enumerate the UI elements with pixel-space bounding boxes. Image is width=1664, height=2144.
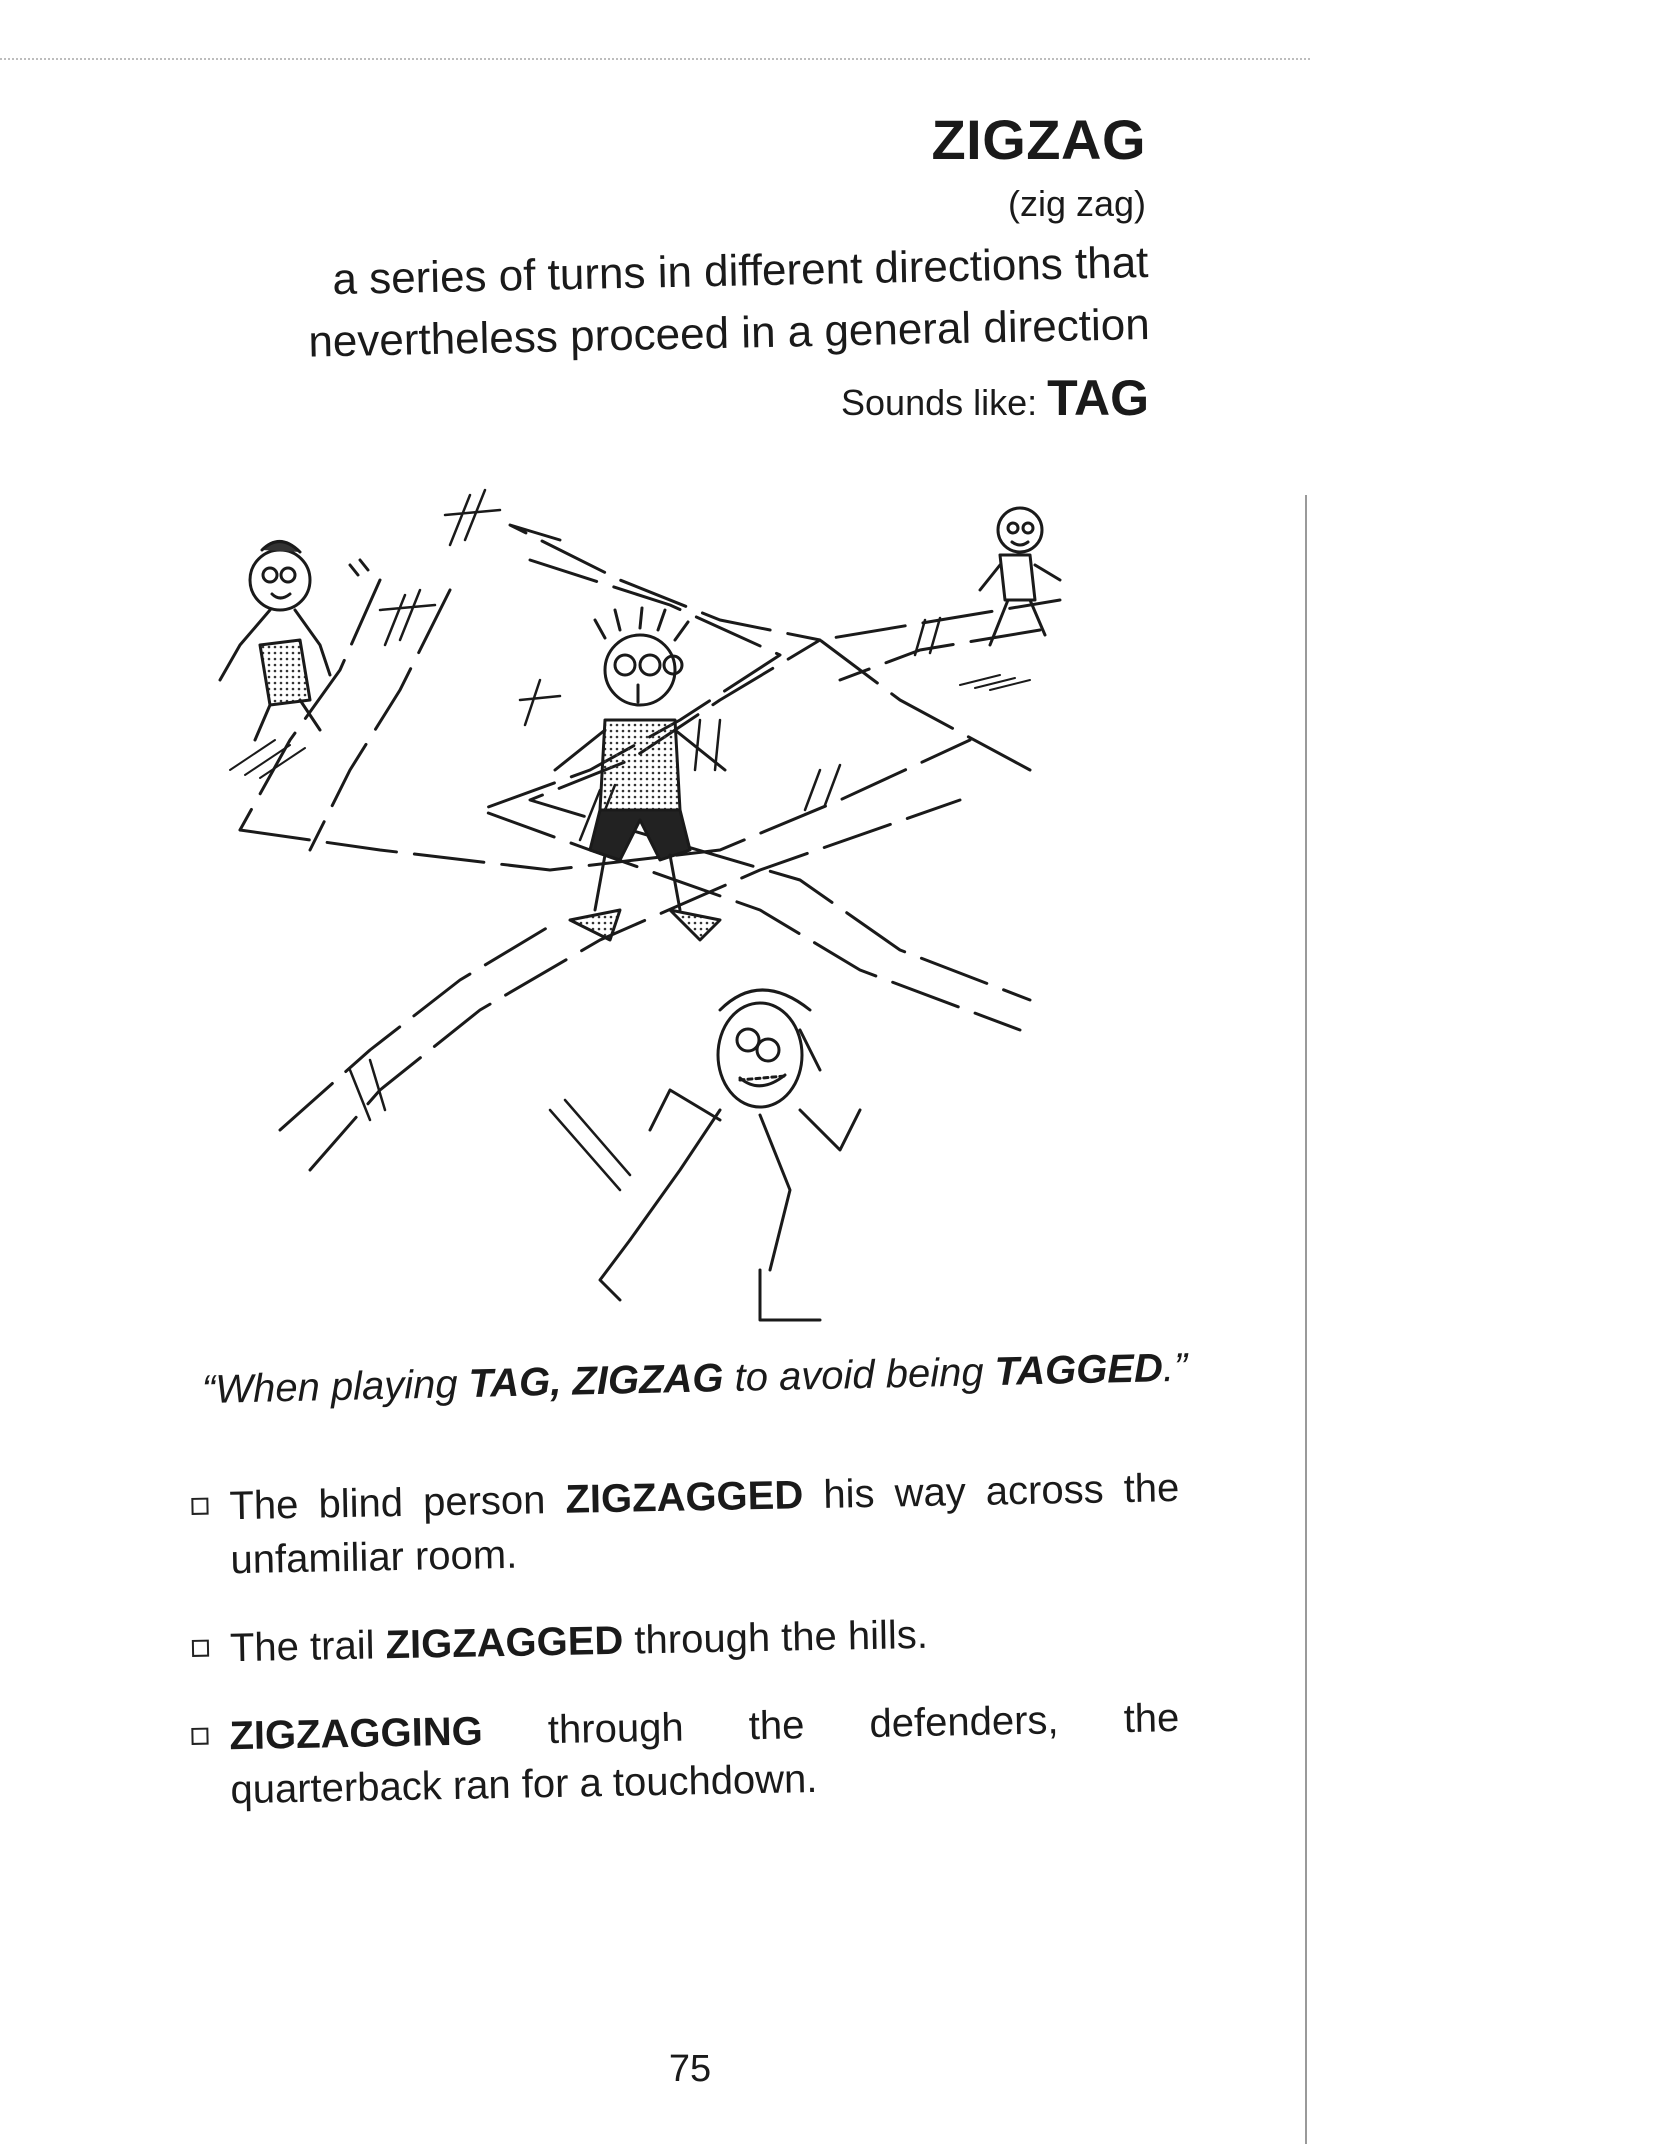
quote-open: “When playing [201, 1361, 470, 1412]
cartoon-illustration [200, 470, 1160, 1340]
checkbox-square-icon [191, 1498, 208, 1515]
example-keyword: ZIGZAGGED [565, 1473, 804, 1522]
page-number: 75 [668, 2048, 712, 2090]
top-dotted-rule [0, 58, 1310, 60]
chasing-kid-icon [600, 990, 860, 1320]
quote-word-tagged: TAGGED [994, 1346, 1164, 1395]
quote-close: .” [1162, 1345, 1188, 1391]
checkbox-square-icon [191, 1728, 208, 1745]
hatch-marks-icon [350, 490, 940, 1190]
entry-pronunciation: (zig zag) [1007, 183, 1146, 224]
definition-line-2: nevertheless proceed in a general direction [307, 299, 1151, 367]
example-item [189, 1461, 1181, 1588]
sounds-like [249, 370, 1149, 431]
sounds-like-label: Sounds like: [841, 382, 1038, 423]
example-text-after: his way across the unfamiliar room. [230, 1466, 1180, 1583]
example-text-before: The trail [229, 1623, 386, 1671]
example-item [189, 1691, 1181, 1818]
quote-middle: to avoid being [722, 1350, 996, 1401]
entry-definition [248, 232, 1150, 375]
example-keyword: ZIGZAGGED [385, 1618, 624, 1668]
example-text-before: The blind person [229, 1477, 566, 1529]
quote-word-zigzag: ZIGZAG [571, 1356, 724, 1404]
running-kid-left-icon [220, 541, 368, 740]
example-sentences [190, 1466, 1180, 1852]
usage-quote [201, 1340, 1188, 1418]
quote-word-tag: TAG, [468, 1359, 562, 1406]
entry-word: ZIGZAG [931, 108, 1146, 171]
right-margin-rule [1305, 495, 1307, 2144]
entry-header [249, 108, 1149, 431]
example-text-after: through the defenders, the quarterback ran for a touchdown. [230, 1696, 1180, 1813]
example-text-after: through the hills. [622, 1612, 929, 1663]
zigzag-path-icon [240, 525, 1060, 1170]
example-item [189, 1603, 1180, 1676]
checkbox-square-icon [192, 1640, 209, 1657]
running-kid-right-icon [980, 508, 1060, 645]
definition-line-1: a series of turns in different directions that [331, 238, 1149, 305]
sounds-like-word: TAG [1047, 370, 1149, 426]
example-keyword: ZIGZAGGING [229, 1709, 484, 1759]
